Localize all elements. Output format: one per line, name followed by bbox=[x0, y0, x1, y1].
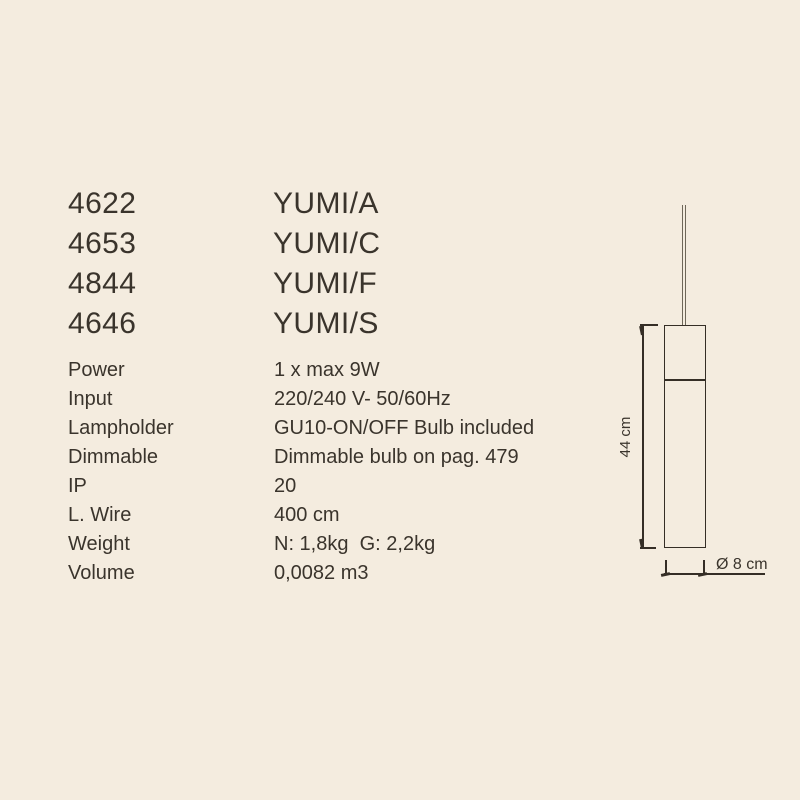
spec-label: Volume bbox=[68, 562, 135, 584]
lamp-cylinder-outline bbox=[664, 325, 706, 548]
diameter-extension-line-right bbox=[703, 560, 705, 574]
product-code: 4653 bbox=[68, 227, 137, 260]
height-dimension-extension-top bbox=[640, 324, 658, 326]
product-code: 4844 bbox=[68, 267, 137, 300]
spec-row-wire-length bbox=[68, 501, 534, 530]
spec-value: Dimmable bulb on pag. 479 bbox=[274, 446, 519, 468]
height-dimension-line bbox=[642, 324, 644, 548]
dimension-tick bbox=[698, 572, 707, 577]
suspension-wire bbox=[682, 205, 686, 326]
dimension-tick bbox=[639, 326, 644, 335]
product-name: YUMI/F bbox=[273, 267, 378, 300]
product-row bbox=[68, 184, 380, 224]
spec-label: Dimmable bbox=[68, 446, 159, 468]
height-dimension-label: 44 cm bbox=[617, 416, 634, 458]
lamp-section-divider-line bbox=[665, 379, 705, 381]
diameter-dimension-line bbox=[664, 573, 765, 575]
spec-row-input bbox=[68, 385, 534, 414]
dimension-tick bbox=[661, 572, 670, 577]
spec-value: N: 1,8kg G: 2,2kg bbox=[274, 533, 436, 555]
spec-row-weight bbox=[68, 530, 534, 559]
spec-value: 220/240 V- 50/60Hz bbox=[274, 388, 451, 410]
spec-value: GU10-ON/OFF Bulb included bbox=[274, 417, 535, 439]
product-name: YUMI/C bbox=[273, 227, 381, 260]
product-row bbox=[68, 264, 380, 304]
product-code: 4622 bbox=[68, 187, 137, 220]
spec-value: 400 cm bbox=[274, 504, 340, 526]
spec-table bbox=[68, 356, 534, 588]
spec-label: Input bbox=[68, 388, 113, 410]
diameter-extension-line-left bbox=[665, 560, 667, 574]
spec-label: Lampholder bbox=[68, 417, 174, 439]
product-list bbox=[68, 184, 380, 344]
product-row bbox=[68, 224, 380, 264]
product-code: 4646 bbox=[68, 307, 137, 340]
spec-row-volume bbox=[68, 559, 534, 588]
spec-row-power bbox=[68, 356, 534, 385]
spec-row-dimmable bbox=[68, 443, 534, 472]
diameter-dimension-label: Ø 8 cm bbox=[716, 556, 768, 573]
product-name: YUMI/A bbox=[273, 187, 379, 220]
height-dimension-extension-bottom bbox=[640, 547, 656, 549]
spec-row-ip bbox=[68, 472, 534, 501]
spec-value: 20 bbox=[274, 475, 297, 497]
spec-value: 0,0082 m3 bbox=[274, 562, 369, 584]
product-name: YUMI/S bbox=[273, 307, 379, 340]
spec-label: IP bbox=[68, 475, 87, 497]
spec-value: 1 x max 9W bbox=[274, 359, 380, 381]
product-row bbox=[68, 304, 380, 344]
spec-label: Power bbox=[68, 359, 125, 381]
spec-label: L. Wire bbox=[68, 504, 132, 526]
spec-row-lampholder bbox=[68, 414, 534, 443]
dimension-tick bbox=[639, 539, 644, 548]
spec-label: Weight bbox=[68, 533, 130, 555]
